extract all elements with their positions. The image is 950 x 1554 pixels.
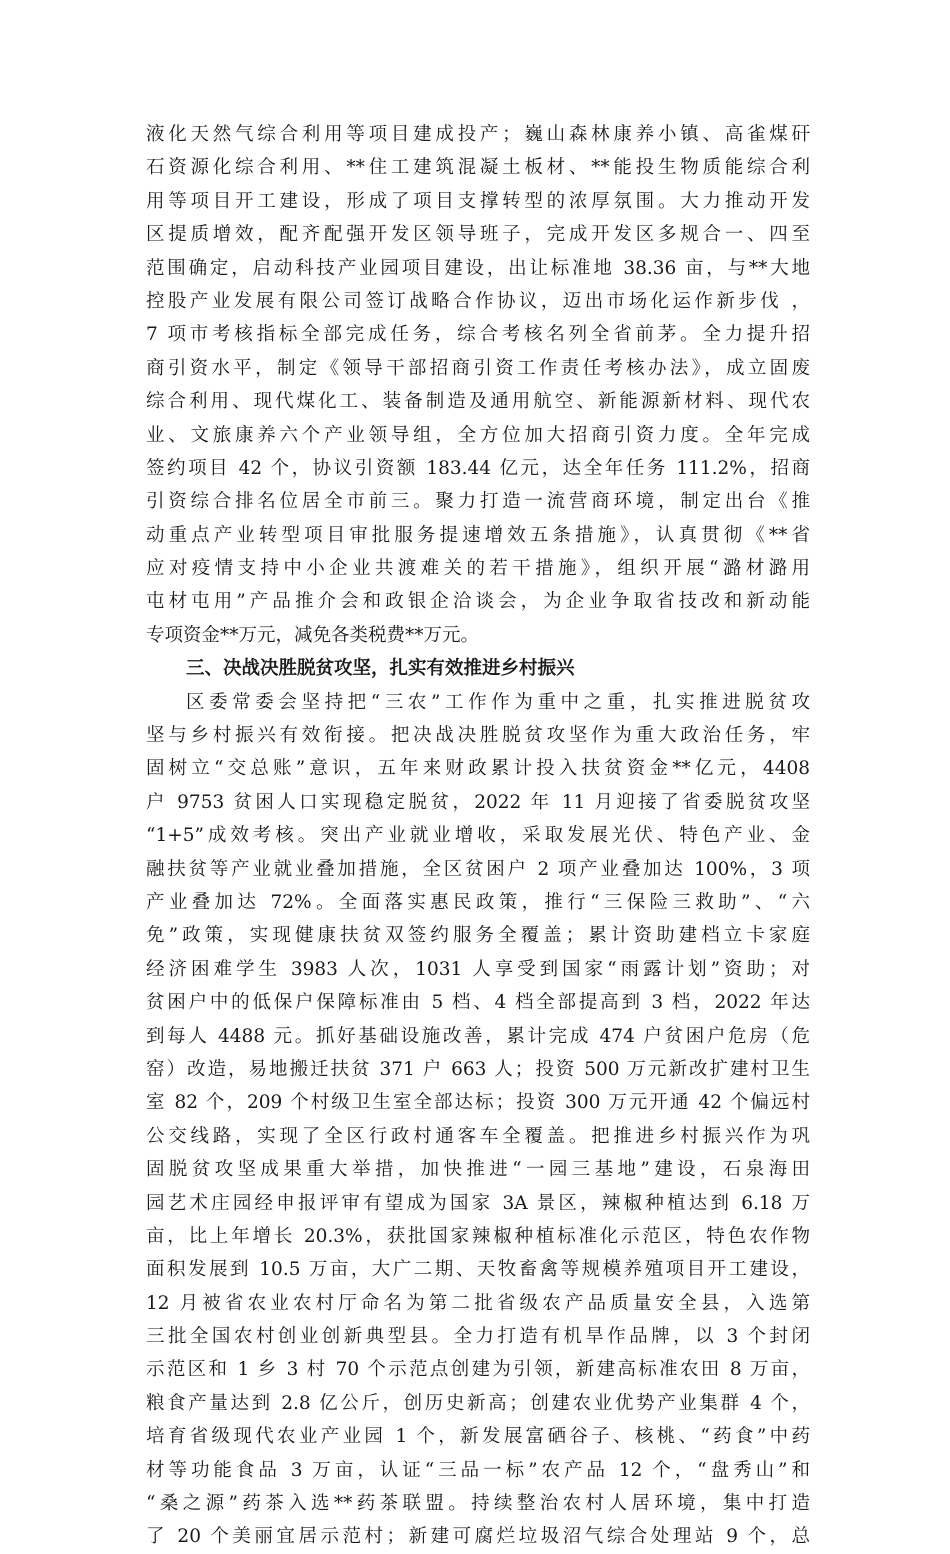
text-line: 室 82 个，209 个村级卫生室全部达标；投资 300 万元开通 42 个偏远村 [146,1092,810,1114]
paragraph-1 [146,118,810,652]
text-line: 固脱贫攻坚成果重大举措，加快推进“一园三基地”建设，石泉海田 [146,1159,810,1181]
text-line: 引资综合排名位居全市前三。聚力打造一流营商环境，制定出台《推 [146,491,810,513]
text-line: 示范区和 1 乡 3 村 70 个示范点创建为引领，新建高标准农田 8 万亩， [146,1359,810,1381]
text-line: 石资源化综合利用、**住工建筑混凝土板材、**能投生物质能综合利 [146,157,810,179]
text-line: 范围确定，启动科技产业园项目建设，出让标准地 38.36 亩，与**大地 [146,257,810,279]
text-line: 园艺术庄园经申报评审有望成为国家 3A 景区，辣椒种植达到 6.18 万 [146,1192,810,1214]
text-line: 控股产业发展有限公司签订战略合作协议，迈出市场化运作新步伐 ， [146,290,810,312]
text-line: 三批全国农村创业创新典型县。全力打造有机旱作品牌，以 3 个封闭 [146,1326,810,1348]
text-line: “1+5”成效考核。突出产业就业增收，采取发展光伏、特色产业、金 [146,825,810,847]
text-line: 区委常委会坚持把“三农”工作作为重中之重，扎实推进脱贫攻 [186,691,810,713]
text-line: 坚与乡村振兴有效衔接。把决战决胜脱贫攻坚作为重大政治任务，牢 [146,725,810,747]
paragraph-2 [146,686,810,1554]
text-line: 培育省级现代农业产业园 1 个，新发展富硒谷子、核桃、“药食”中药 [146,1426,810,1448]
text-line: 材等功能食品 3 万亩，认证“三品一标”农产品 12 个，“盘秀山”和 [146,1459,810,1481]
text-line: 经济困难学生 3983 人次，1031 人享受到国家“雨露计划”资助；对 [146,958,810,980]
text-line: 签约项目 42 个，协议引资额 183.44 亿元，达全年任务 111.2%，招商 [146,457,810,479]
text-line: 区提质增效，配齐配强开发区领导班子，完成开发区多规合一、四至 [146,224,810,246]
text-line: 户 9753 贫困人口实现稳定脱贫，2022 年 11 月迎接了省委脱贫攻坚 [146,791,810,813]
text-line: 综合利用、现代煤化工、装备制造及通用航空、新能源新材料、现代农 [146,391,810,413]
text-line: 应对疫情支持中小企业共渡难关的若干措施》，组织开展“潞材潞用 [146,558,810,580]
text-line: 到每人 4488 元。抓好基础设施改善，累计完成 474 户贫困户危房（危 [146,1025,810,1047]
text-line: 面积发展到 10.5 万亩，大广二期、天牧畜禽等规模养殖项目开工建设， [146,1259,810,1281]
text-line: 产业叠加达 72%。全面落实惠民政策，推行“三保险三救助”、“六 [146,891,810,913]
text-line: 屯材屯用”产品推介会和政银企洽谈会，为企业争取省技改和新动能 [146,591,810,613]
text-line: 7 项市考核指标全部完成任务，综合考核名列全省前茅。全力提升招 [146,324,810,346]
text-line: 融扶贫等产业就业叠加措施，全区贫困户 2 项产业叠加达 100%，3 项 [146,858,810,880]
text-line: 了 20 个美丽宜居示范村；新建可腐烂垃圾沼气综合处理站 9 个，总 [146,1526,810,1548]
text-line: 12 月被省农业农村厅命名为第二批省级农产品质量安全县，入选第 [146,1292,810,1314]
text-line: 固树立“交总账”意识，五年来财政累计投入扶贫资金**亿元，4408 [146,758,810,780]
text-line: 贫困户中的低保户保障标准由 5 档、4 档全部提高到 3 档，2022 年达 [146,992,810,1014]
text-line: 亩，比上年增长 20.3%，获批国家辣椒种植标准化示范区，特色农作物 [146,1225,810,1247]
text-line: 业、文旅康养六个产业领导组，全方位加大招商引资力度。全年完成 [146,424,810,446]
text-line: 窑）改造，易地搬迁扶贫 371 户 663 人；投资 500 万元新改扩建村卫生 [146,1058,810,1080]
text-line: 公交线路，实现了全区行政村通客车全覆盖。把推进乡村振兴作为巩 [146,1125,810,1147]
text-line: 商引资水平，制定《领导干部招商引资工作责任考核办法》，成立固废 [146,357,810,379]
text-line: 动重点产业转型项目审批服务提速增效五条措施》，认真贯彻《**省 [146,524,810,546]
section-heading: 三、决战决胜脱贫攻坚，扎实有效推进乡村振兴 [186,658,575,680]
text-line: “桑之源”药茶入选**药茶联盟。持续整治农村人居环境，集中打造 [146,1493,810,1515]
text-line: 液化天然气综合利用等项目建成投产；巍山森林康养小镇、高雀煤矸 [146,124,810,145]
text-line: 免”政策，实现健康扶贫双签约服务全覆盖；累计资助建档立卡家庭 [146,925,810,947]
document-page [146,118,810,1554]
text-line: 粮食产量达到 2.8 亿公斤，创历史新高；创建农业优势产业集群 4 个， [146,1392,810,1414]
text-line: 专项资金**万元，减免各类税费**万元。 [146,624,480,646]
text-line: 用等项目开工建设，形成了项目支撑转型的浓厚氛围。大力推动开发 [146,190,810,212]
